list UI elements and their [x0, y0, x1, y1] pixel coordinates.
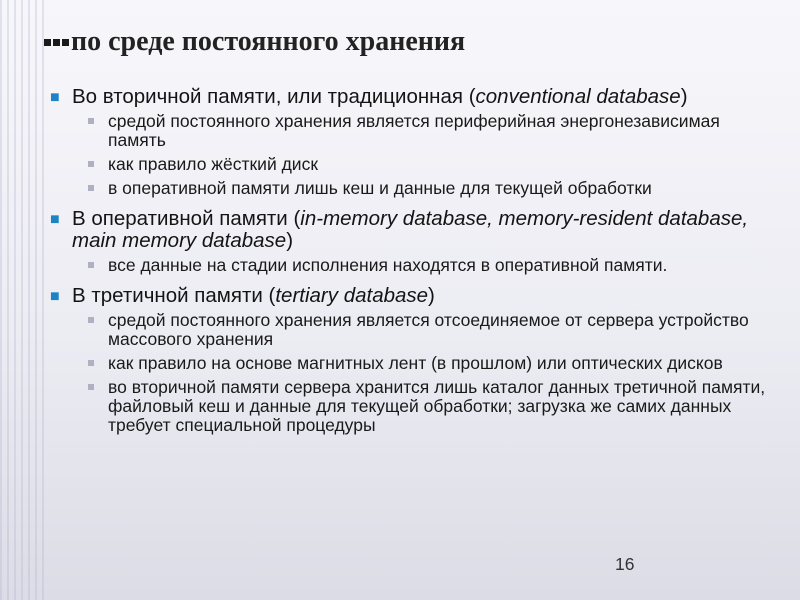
list-item: все данные на стадии исполнения находятся в оперативной памяти.	[50, 256, 770, 275]
section-heading: ■ В третичной памяти (tertiary database)	[50, 284, 435, 307]
section-heading: ■ Во вторичной памяти, или традиционная (conventional database)	[50, 85, 688, 108]
bullet-icon	[88, 360, 94, 366]
page-number: 16	[615, 554, 635, 574]
list-item: средой постоянного хранения является отсоединяемое от сервера устройство массового хранения	[50, 311, 770, 349]
bullet-icon	[88, 262, 94, 268]
bullet-icon	[88, 185, 94, 191]
slide-title	[44, 26, 465, 58]
title-squares-icon	[44, 39, 69, 46]
bullet-icon	[88, 161, 94, 167]
bullet-icon: ■	[50, 89, 60, 106]
slide-title-text: по среде постоянного хранения	[71, 26, 466, 57]
slide-content	[50, 86, 770, 440]
bullet-icon: ■	[50, 288, 60, 305]
decorative-stripes	[0, 0, 44, 600]
list-item: как правило жёсткий диск	[50, 155, 770, 174]
section-heading: ■ В оперативной памяти (in-memory database, memory-resident database, main memory database)	[50, 207, 749, 252]
bullet-icon	[88, 317, 94, 323]
bullet-icon	[88, 384, 94, 390]
list-item: средой постоянного хранения является периферийная энергонезависимая память	[50, 112, 770, 150]
list-item: как правило на основе магнитных лент (в прошлом) или оптических дисков	[50, 354, 770, 373]
bullet-icon	[88, 118, 94, 124]
list-item: во вторичной памяти сервера хранится лишь каталог данных третичной памяти, файловый кеш и данные для текущей обработки; загрузка же самих данных требует специальной процедуры	[50, 378, 770, 435]
bullet-icon: ■	[50, 211, 60, 228]
list-item: в оперативной памяти лишь кеш и данные для текущей обработки	[50, 179, 770, 198]
